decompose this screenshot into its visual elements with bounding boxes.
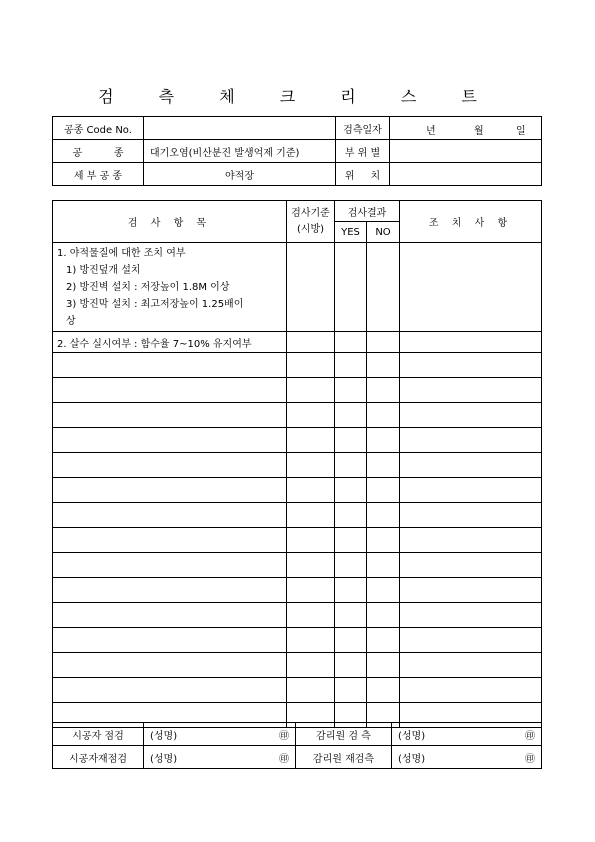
standard-cell[interactable] bbox=[287, 332, 335, 353]
no-cell[interactable] bbox=[367, 553, 400, 578]
item1-sub3a: 3) 방진막 설치 : 최고저장높이 1.25배이 bbox=[66, 299, 244, 310]
header-result: 검사결과 bbox=[335, 201, 400, 222]
name-placeholder: (성명) bbox=[150, 753, 178, 765]
name-placeholder: (성명) bbox=[150, 730, 178, 742]
item1-title: 1. 야적물질에 대한 조치 여부 bbox=[57, 248, 186, 259]
work-value[interactable]: 대기오염(비산분진 발생억제 기준) bbox=[144, 140, 336, 163]
action-cell[interactable] bbox=[400, 553, 542, 578]
no-cell[interactable] bbox=[367, 353, 400, 378]
action-cell[interactable] bbox=[400, 478, 542, 503]
no-cell[interactable] bbox=[367, 243, 400, 332]
standard-cell[interactable] bbox=[287, 678, 335, 703]
standard-cell[interactable] bbox=[287, 528, 335, 553]
code-value[interactable] bbox=[144, 117, 336, 140]
signature-table bbox=[52, 722, 542, 769]
detail-value[interactable]: 야적장 bbox=[144, 163, 336, 186]
header-no: NO bbox=[367, 222, 400, 243]
no-cell[interactable] bbox=[367, 628, 400, 653]
empty-item-cell[interactable] bbox=[53, 553, 287, 578]
empty-item-cell[interactable] bbox=[53, 428, 287, 453]
item1-sub3b: 상 bbox=[66, 316, 76, 327]
date-year-label: 년 bbox=[426, 126, 436, 137]
yes-cell[interactable] bbox=[335, 378, 367, 403]
code-label: 공종 Code No. bbox=[53, 117, 144, 140]
supervisor-recheck-signature[interactable] bbox=[392, 746, 542, 769]
standard-cell[interactable] bbox=[287, 578, 335, 603]
empty-item-cell[interactable] bbox=[53, 378, 287, 403]
empty-item-cell[interactable] bbox=[53, 603, 287, 628]
no-cell[interactable] bbox=[367, 378, 400, 403]
standard-cell[interactable] bbox=[287, 453, 335, 478]
empty-item-cell[interactable] bbox=[53, 653, 287, 678]
no-cell[interactable] bbox=[367, 528, 400, 553]
yes-cell[interactable] bbox=[335, 603, 367, 628]
header-yes: YES bbox=[335, 222, 367, 243]
action-cell[interactable] bbox=[400, 243, 542, 332]
standard-cell[interactable] bbox=[287, 378, 335, 403]
no-cell[interactable] bbox=[367, 603, 400, 628]
location-value[interactable] bbox=[390, 163, 542, 186]
header-standard bbox=[287, 201, 335, 243]
header-standard-label: 검사기준 bbox=[291, 207, 330, 219]
action-cell[interactable] bbox=[400, 378, 542, 403]
action-cell[interactable] bbox=[400, 578, 542, 603]
yes-cell[interactable] bbox=[335, 503, 367, 528]
header-standard-sub: (시방) bbox=[296, 223, 325, 235]
name-placeholder: (성명) bbox=[398, 753, 426, 765]
yes-cell[interactable] bbox=[335, 678, 367, 703]
standard-cell[interactable] bbox=[287, 353, 335, 378]
no-cell[interactable] bbox=[367, 403, 400, 428]
no-cell[interactable] bbox=[367, 428, 400, 453]
contractor-check-label: 시공자 점검 bbox=[53, 723, 144, 746]
header-items: 검 사 항 목 bbox=[53, 201, 287, 243]
action-cell[interactable] bbox=[400, 403, 542, 428]
action-cell[interactable] bbox=[400, 603, 542, 628]
date-value[interactable] bbox=[390, 117, 542, 140]
seal-mark: ㊞ bbox=[279, 730, 289, 742]
no-cell[interactable] bbox=[367, 578, 400, 603]
action-cell[interactable] bbox=[400, 353, 542, 378]
standard-cell[interactable] bbox=[287, 478, 335, 503]
contractor-recheck-label: 시공자재점검 bbox=[53, 746, 144, 769]
yes-cell[interactable] bbox=[335, 528, 367, 553]
supervisor-check-label: 감리원 검 측 bbox=[296, 723, 392, 746]
work-label: 공 종 bbox=[53, 140, 144, 163]
part-value[interactable] bbox=[390, 140, 542, 163]
action-cell[interactable] bbox=[400, 678, 542, 703]
standard-cell[interactable] bbox=[287, 403, 335, 428]
no-cell[interactable] bbox=[367, 332, 400, 353]
yes-cell[interactable] bbox=[335, 553, 367, 578]
item1-sub1: 1) 방진덮개 설치 bbox=[66, 265, 141, 276]
checklist-table bbox=[52, 200, 542, 728]
standard-cell[interactable] bbox=[287, 243, 335, 332]
yes-cell[interactable] bbox=[335, 353, 367, 378]
empty-item-cell[interactable] bbox=[53, 403, 287, 428]
empty-item-cell[interactable] bbox=[53, 578, 287, 603]
seal-mark: ㊞ bbox=[279, 753, 289, 765]
no-cell[interactable] bbox=[367, 478, 400, 503]
no-cell[interactable] bbox=[367, 503, 400, 528]
yes-cell[interactable] bbox=[335, 478, 367, 503]
action-cell[interactable] bbox=[400, 628, 542, 653]
action-cell[interactable] bbox=[400, 428, 542, 453]
yes-cell[interactable] bbox=[335, 628, 367, 653]
name-placeholder: (성명) bbox=[398, 730, 426, 742]
yes-cell[interactable] bbox=[335, 428, 367, 453]
date-day-label: 일 bbox=[516, 126, 526, 137]
empty-item-cell[interactable] bbox=[53, 628, 287, 653]
supervisor-recheck-label: 감리원 재검측 bbox=[296, 746, 392, 769]
yes-cell[interactable] bbox=[335, 453, 367, 478]
yes-cell[interactable] bbox=[335, 243, 367, 332]
check-item-2: 2. 살수 실시여부 : 함수율 7~10% 유지여부 bbox=[53, 332, 287, 353]
part-label: 부 위 별 bbox=[336, 140, 390, 163]
no-cell[interactable] bbox=[367, 453, 400, 478]
date-month-label: 월 bbox=[474, 126, 484, 137]
standard-cell[interactable] bbox=[287, 553, 335, 578]
empty-item-cell[interactable] bbox=[53, 453, 287, 478]
empty-item-cell[interactable] bbox=[53, 503, 287, 528]
empty-item-cell[interactable] bbox=[53, 528, 287, 553]
standard-cell[interactable] bbox=[287, 653, 335, 678]
action-cell[interactable] bbox=[400, 332, 542, 353]
yes-cell[interactable] bbox=[335, 653, 367, 678]
contractor-recheck-signature[interactable] bbox=[144, 746, 296, 769]
action-cell[interactable] bbox=[400, 453, 542, 478]
item1-sub2: 2) 방진벽 설치 : 저장높이 1.8M 이상 bbox=[66, 282, 230, 293]
detail-label: 세 부 공 종 bbox=[53, 163, 144, 186]
info-table bbox=[52, 116, 542, 186]
yes-cell[interactable] bbox=[335, 403, 367, 428]
action-cell[interactable] bbox=[400, 503, 542, 528]
empty-item-cell[interactable] bbox=[53, 478, 287, 503]
no-cell[interactable] bbox=[367, 653, 400, 678]
empty-item-cell[interactable] bbox=[53, 678, 287, 703]
empty-item-cell[interactable] bbox=[53, 353, 287, 378]
date-label: 검측일자 bbox=[336, 117, 390, 140]
header-action: 조 치 사 항 bbox=[400, 201, 542, 243]
seal-mark: ㊞ bbox=[525, 730, 535, 742]
supervisor-check-signature[interactable] bbox=[392, 723, 542, 746]
action-cell[interactable] bbox=[400, 653, 542, 678]
action-cell[interactable] bbox=[400, 528, 542, 553]
yes-cell[interactable] bbox=[335, 332, 367, 353]
contractor-check-signature[interactable] bbox=[144, 723, 296, 746]
page-title: 검 측 체 크 리 스 트 bbox=[98, 87, 497, 106]
no-cell[interactable] bbox=[367, 678, 400, 703]
standard-cell[interactable] bbox=[287, 503, 335, 528]
check-item-1 bbox=[53, 243, 287, 332]
standard-cell[interactable] bbox=[287, 428, 335, 453]
yes-cell[interactable] bbox=[335, 578, 367, 603]
location-label: 위 치 bbox=[336, 163, 390, 186]
standard-cell[interactable] bbox=[287, 628, 335, 653]
seal-mark: ㊞ bbox=[525, 753, 535, 765]
standard-cell[interactable] bbox=[287, 603, 335, 628]
